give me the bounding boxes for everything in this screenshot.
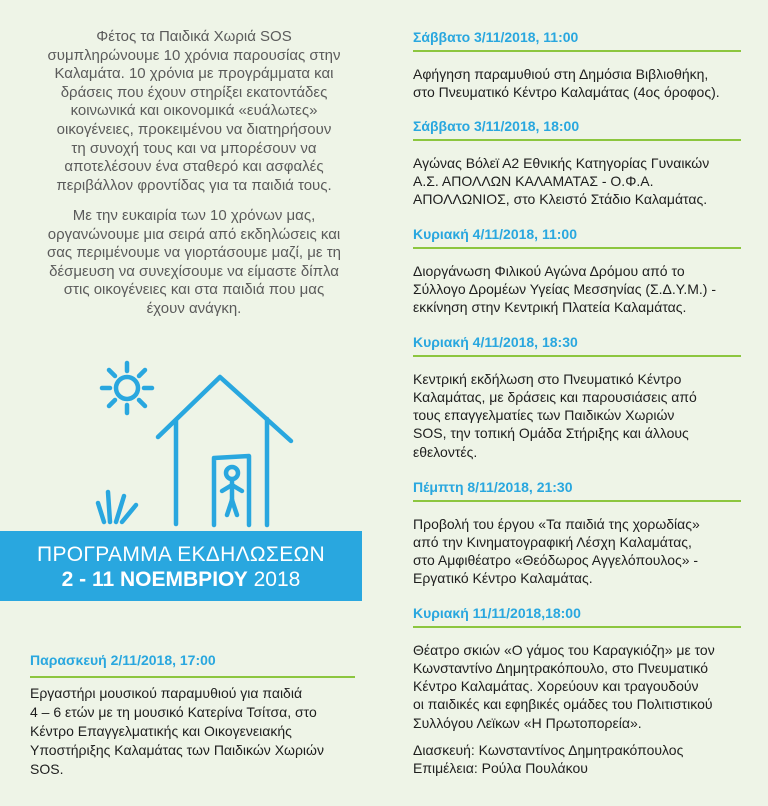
event-divider [413,50,741,52]
event-sunday-4-11-morning [413,225,753,316]
grass-icon [98,492,136,522]
event-description-line: Προβολή του έργου «Τα παιδιά της χορωδίας» [413,515,700,532]
event-description-line: Συλλόγου Λεϊκων «Η Πρωτοπορεία». [413,714,642,731]
event-date: Κυριακή 4/11/2018, 11:00 [413,226,577,242]
event-description-line: Α.Σ. ΑΠΟΛΛΩΝ ΚΑΛΑΜΑΤΑΣ - Ο.Φ.Α. [413,172,654,189]
event-description-line: στο Πνευματικό Κέντρο Καλαμάτας (4ος όροφος). [413,83,720,100]
event-date: Κυριακή 4/11/2018, 18:30 [413,334,578,350]
sun-icon [102,363,152,413]
credits-line: Επιμέλεια: Ρούλα Πουλάκου [413,760,588,777]
event-date: Σάββατο 3/11/2018, 11:00 [413,29,579,45]
event-description-line: SOS, την τοπική Ομάδα Στήριξης και άλλους [413,425,689,442]
intro-paragraph-2 [24,207,364,319]
house-icon [158,377,291,525]
event-description-line: Κωνσταντίνο Δημητρακόπουλο, στο Πνευματικό [413,659,709,676]
event-description [413,641,753,732]
event-description-line: Κεντρική εκδήλωση στο Πνευματικό Κέντρο [413,370,682,387]
banner-title: ΠΡΟΓΡΑΜΜΑ ΕΚΔΗΛΩΣΕΩΝ [37,543,325,566]
event-description-line: 4 – 6 ετών με τη μουσικό Κατερίνα Τσίτσα, στο [30,703,317,720]
intro-line: οικογένειες, προκειμένου να διατηρήσουν [56,120,332,138]
event-description [413,262,753,317]
event-description [413,370,753,461]
event-description [413,515,753,588]
program-banner [0,531,362,601]
event-description-line: Κέντρο Επαγγελματικής και Οικογενειακής [30,722,292,739]
credits-line: Διασκευή: Κωνσταντίνος Δημητρακόπουλος [413,741,684,758]
event-divider [413,247,741,249]
event-divider [413,626,741,628]
event-saturday-3-11-evening [413,117,753,208]
event-description-line: οι παιδικές και εφηβικές ομάδες του Πολιτιστικού [413,696,713,713]
banner-dates-line [0,567,362,593]
event-description [413,65,753,102]
intro-line: δέσμευση να συνεχίσουμε να είμαστε δίπλα [49,262,339,280]
event-description-line: Κέντρο Καλαμάτας. Χορεύουν και τραγουδούν [413,678,699,695]
event-date: Παρασκευή 2/11/2018, 17:00 [30,652,216,668]
event-divider [413,139,741,141]
intro-paragraph-1 [24,28,364,195]
event-description-line: Θέατρο σκιών «Ο γάμος του Καραγκιόζη» με τον [413,641,715,658]
intro-line: δράσεις που έχουν στηρίξει εκατοντάδες [60,83,328,101]
event-friday-2-11 [30,651,370,779]
event-description-line: εκκίνηση στην Κεντρική Πλατεία Καλαμάτας. [413,299,687,316]
event-description-line: Υποστήριξης Καλαμάτας των Παιδικών Χωριών [30,741,324,758]
event-description-line: εθελοντές. [413,443,478,460]
intro-line: στις οικογένειες και στα παιδιά που μας [63,281,325,299]
event-description-line: ΑΠΟΛΛΩΝΙΟΣ, στο Κλειστό Στάδιο Καλαμάτας. [413,191,708,208]
intro-line: αποτελέσουν ένα σταθερό και ασφαλές [64,158,324,176]
event-date: Πέμπτη 8/11/2018, 21:30 [413,479,573,495]
banner-year: 2018 [253,568,301,591]
event-divider [413,355,741,357]
intro-line: συμπληρώνουμε 10 χρόνια παρουσίας στην [47,46,341,64]
event-divider [30,676,355,678]
event-description-line: SOS. [30,760,64,777]
house-illustration-icon [90,355,305,530]
intro-line: Καλαμάτα. 10 χρόνια με προγράμματα και [54,65,334,83]
intro-line: κοινωνικά και οικονομικά «ευάλωτες» [70,102,318,120]
intro-line: έχουν ανάγκη. [146,299,242,317]
event-description [30,684,370,779]
event-description-line: Καλαμάτας, με δράσεις και παρουσιάσεις από [413,388,697,405]
event-description-line: Αφήγηση παραμυθιού στη Δημόσια Βιβλιοθήκη, [413,65,709,82]
intro-line: Φέτος τα Παιδικά Χωριά SOS [96,28,292,45]
event-credits [413,741,753,778]
event-description-line: Σύλλογο Δρομέων Υγείας Μεσσηνίας (Σ.Δ.Υ.Μ.) - [413,280,716,297]
event-saturday-3-11-morning [413,28,753,101]
event-sunday-11-11 [413,604,753,778]
event-description-line: από την Κινηματογραφική Λέσχη Καλαμάτας, [413,533,692,550]
event-date: Κυριακή 11/11/2018,18:00 [413,605,581,621]
child-figure-icon [222,467,242,515]
event-description [413,154,753,209]
intro-line: Με την ευκαιρία των 10 χρόνων μας, [72,207,316,224]
intro-line: σας περιμένουμε να γιορτάσουμε μαζί, με τη [47,244,341,262]
banner-dates: 2 - 11 ΝΟΕΜΒΡΙΟΥ [61,568,248,591]
intro-line: περιβάλλον φροντίδας για τα παιδιά τους. [56,176,332,194]
intro-line: οργανώνουμε μια σειρά από εκδηλώσεις και [47,225,341,243]
event-divider [413,500,741,502]
event-description-line: Εργατικό Κέντρο Καλαμάτας. [413,570,593,587]
event-description-line: στο Αμφιθέατρο «Θεόδωρος Αγγελόπουλος» - [413,552,699,569]
event-thursday-8-11 [413,478,753,588]
intro-line: τη συνοχή τους και να μπορέσουν να [71,139,317,157]
event-description-line: Εργαστήρι μουσικού παραμυθιού για παιδιά [30,684,303,701]
event-description-line: Διοργάνωση Φιλικού Αγώνα Δρόμου από το [413,262,685,279]
event-description-line: τους επαγγελματίες των Παιδικών Χωριών [413,407,675,424]
event-description-line: Αγώνας Βόλεϊ Α2 Εθνικής Κατηγορίας Γυναικών [413,154,710,171]
event-sunday-4-11-evening [413,333,753,461]
event-date: Σάββατο 3/11/2018, 18:00 [413,118,580,134]
